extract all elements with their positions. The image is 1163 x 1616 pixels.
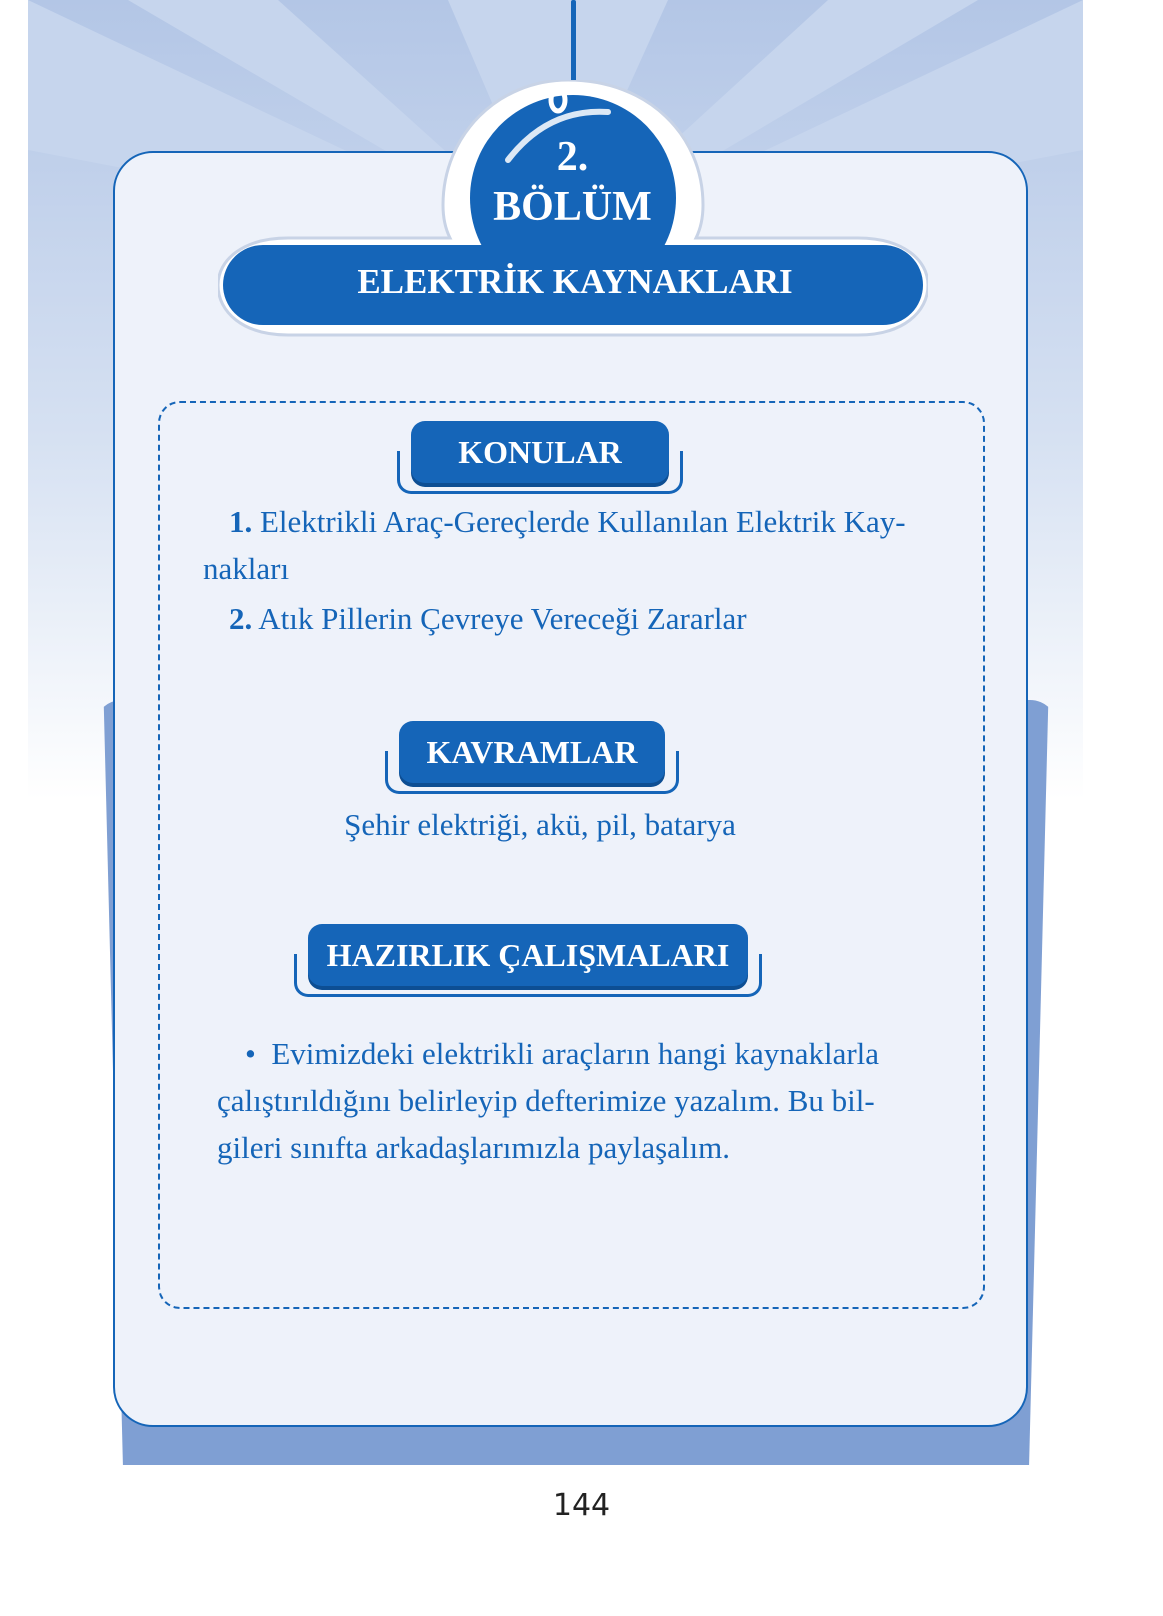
item-text: Atık Pillerin Çevreye Vereceği Zararlar xyxy=(258,601,747,636)
kavramlar-tag xyxy=(385,721,679,793)
hazirlik-tag xyxy=(294,924,762,996)
konular-tag xyxy=(397,421,683,493)
hazirlik-line-2: çalıştırıldığını belirleyip defterimize yazalım. Bu bil- xyxy=(217,1083,875,1118)
hazirlik-paragraph xyxy=(217,1030,937,1171)
item-number: 1. xyxy=(229,504,253,539)
konular-item-2 xyxy=(229,595,929,642)
kavramlar-text: Şehir elektriği, akü, pil, batarya xyxy=(344,807,736,842)
item-text-continued: nakları xyxy=(203,551,290,586)
chapter-label xyxy=(470,132,675,232)
hazirlik-line-1: Evimizdeki elektrikli araçların hangi kaynaklarla xyxy=(271,1036,880,1071)
hazirlik-line-3: gileri sınıfta arkadaşlarımızla paylaşalım. xyxy=(217,1130,731,1165)
item-text: Elektrikli Araç-Gereçlerde Kullanılan Elektrik Kay- xyxy=(260,504,906,539)
chapter-title: ELEKTRİK KAYNAKLARI xyxy=(357,262,793,301)
hazirlik-heading: HAZIRLIK ÇALIŞMALARI xyxy=(308,924,748,986)
bullet: • xyxy=(245,1036,256,1071)
konular-heading: KONULAR xyxy=(411,421,669,483)
chapter-number: 2. xyxy=(556,134,589,180)
kavramlar-heading: KAVRAMLAR xyxy=(399,721,665,783)
konular-item-1 xyxy=(203,498,943,592)
chapter-word: BÖLÜM xyxy=(493,184,652,230)
hanging-string xyxy=(571,0,576,92)
item-number: 2. xyxy=(229,601,253,636)
page-number: 144 xyxy=(552,1488,611,1523)
